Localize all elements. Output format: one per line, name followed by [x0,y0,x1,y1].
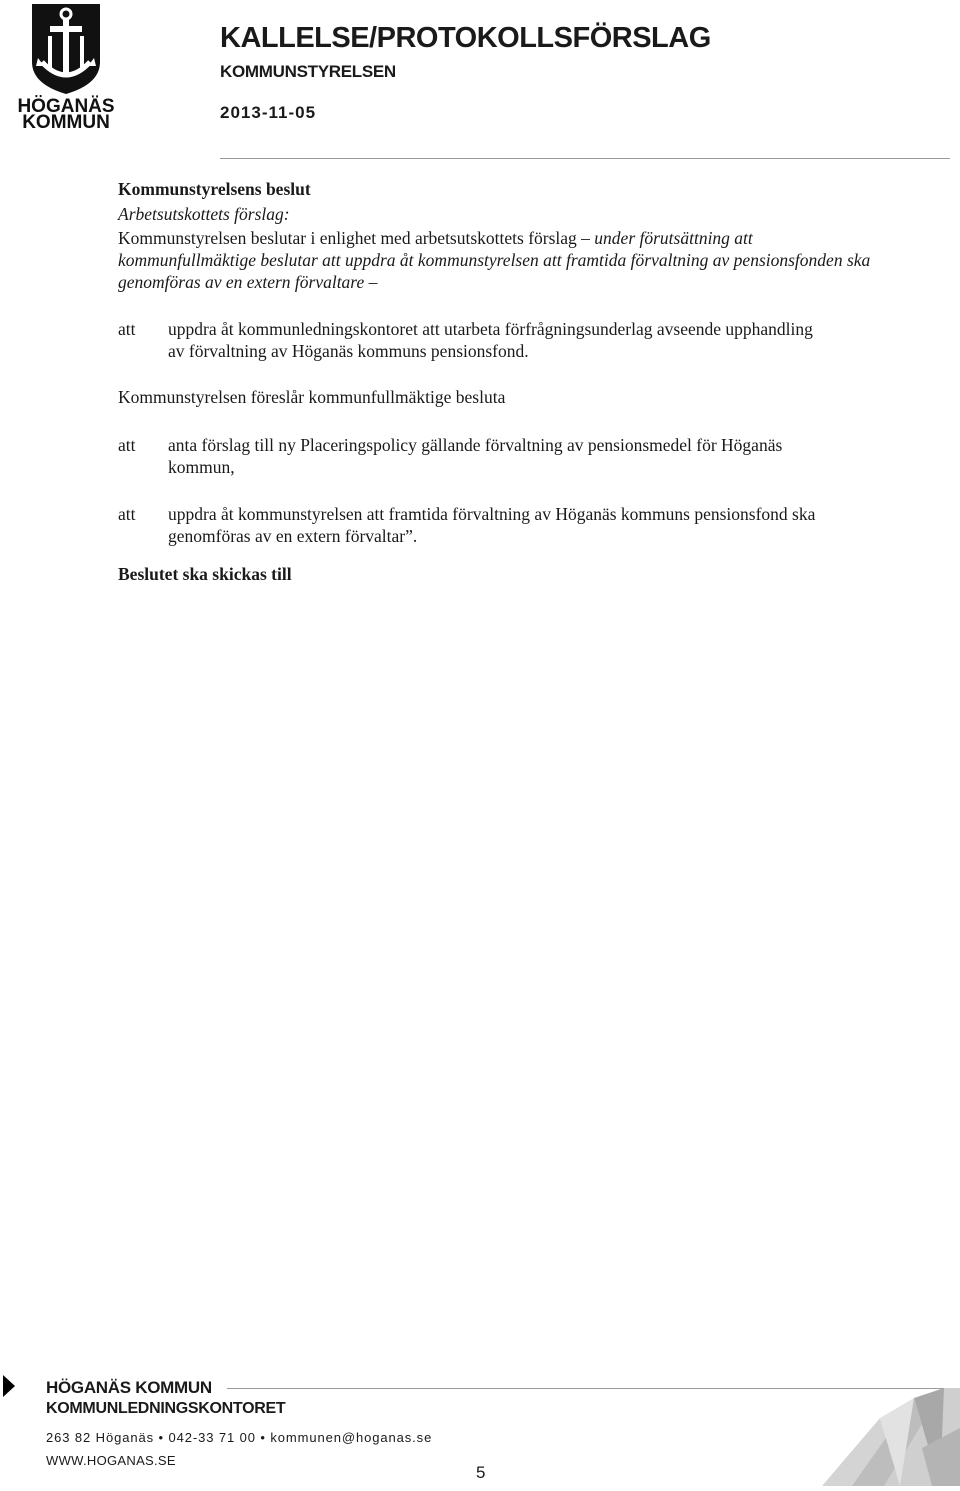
document-subtitle: KOMMUNSTYRELSEN [220,62,396,81]
att-clause-line2: genomföras av en extern förvaltar”. [168,526,418,546]
att-clause-line2: kommun, [168,457,235,477]
document-title: KALLELSE/PROTOKOLLSFÖRSLAG [220,22,711,54]
logo-text-line1: HÖGANÄS [17,96,115,117]
att-clause [168,434,928,478]
att-label: att [118,319,136,339]
att-label: att [118,435,136,455]
page-number: 5 [476,1463,486,1482]
proposal-label: Arbetsutskottets förslag: [118,204,290,224]
document-date: 2013-11-05 [220,103,317,122]
coat-of-arms-icon [12,0,120,130]
att-clause-line2: av förvaltning av Höganäs kommuns pensionsfond. [168,341,529,361]
att-clause [168,318,928,362]
paragraph-line1-normal: Kommunstyrelsen beslutar i enlighet med arbetsutskottets förslag [118,228,577,248]
decision-paragraph-line3: genomföras av en extern förvaltare – [118,272,378,292]
att-clause [168,503,928,547]
footer-department: KOMMUNLEDNINGSKONTORET [46,1400,286,1417]
kf-intro: Kommunstyrelsen föreslår kommunfullmäktige besluta [118,387,506,407]
decision-paragraph-line1 [118,227,753,249]
geometric-pattern-icon [822,1388,960,1486]
hoganas-kommun-logo [12,0,120,130]
decision-paragraph-line2: kommunfullmäktige beslutar att uppdra åt kommunstyrelsen att framtida förvaltning av pensionsfonden ska [118,250,871,270]
header-divider [220,158,950,159]
decision-heading: Kommunstyrelsens beslut [118,179,311,199]
arrow-right-icon [3,1375,15,1397]
footer-decoration [822,1388,960,1486]
footer-address: 263 82 Höganäs • 042-33 71 00 • kommunen@hoganas.se [46,1430,433,1445]
att-clause-line1: anta förslag till ny Placeringspolicy gällande förvaltning av pensionsmedel för Höganäs [168,435,783,455]
logo-text-line2: KOMMUN [22,112,110,130]
att-clause-line1: uppdra åt kommunstyrelsen att framtida förvaltning av Höganäs kommuns pensionsfond ska [168,504,816,524]
footer-organization: HÖGANÄS KOMMUN [46,1378,212,1397]
send-to-heading: Beslutet ska skickas till [118,564,292,584]
paragraph-line1-italic: – under förutsättning att [581,228,753,248]
footer-website: WWW.HOGANAS.SE [46,1453,176,1468]
att-clause-line1: uppdra åt kommunledningskontoret att utarbeta förfrågningsunderlag avseende upphandling [168,319,813,339]
att-label: att [118,504,136,524]
